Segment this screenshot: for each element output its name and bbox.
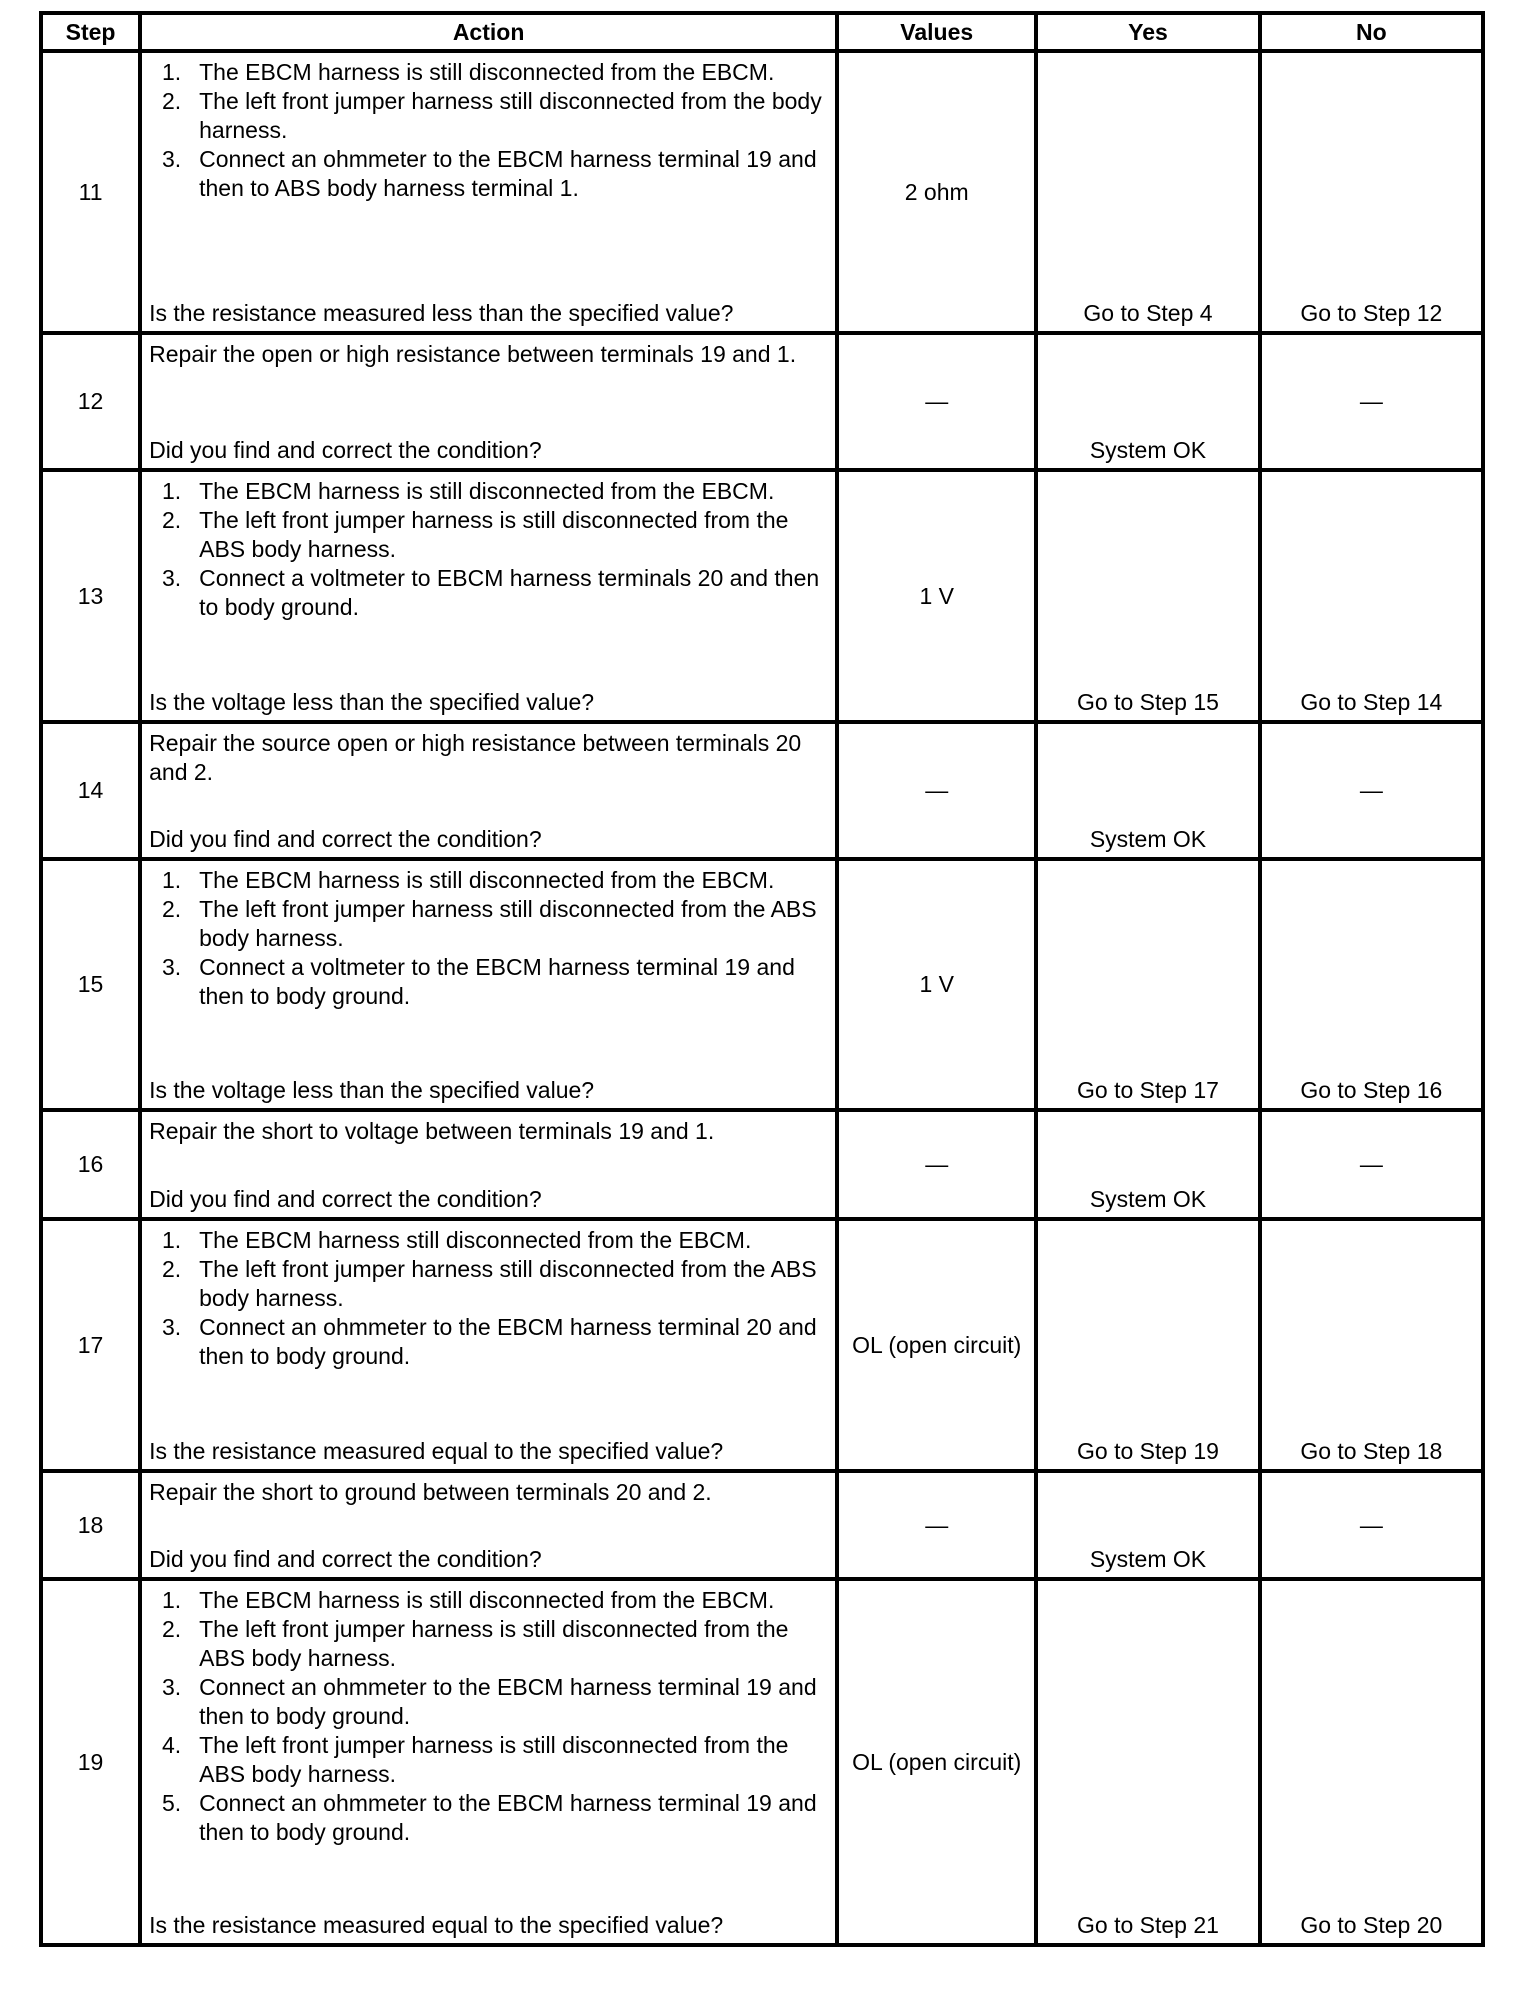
action-list xyxy=(149,58,827,203)
header-step: Step xyxy=(41,13,140,51)
action-cell xyxy=(140,1219,837,1471)
action-list xyxy=(149,477,827,622)
yes-cell: Go to Step 15 xyxy=(1036,470,1259,722)
step-number: 17 xyxy=(41,1219,140,1471)
action-text: Repair the open or high resistance between terminals 19 and 1. xyxy=(149,341,797,367)
value-cell: — xyxy=(837,722,1036,859)
value-cell: OL (open circuit) xyxy=(837,1579,1036,1945)
value-cell: — xyxy=(837,1110,1036,1219)
table-row xyxy=(41,470,1483,722)
list-item: 3 . Connect an ohmmeter to the EBCM harness terminal 20 and then to body ground. xyxy=(149,1313,827,1371)
value-cell: 1 V xyxy=(837,470,1036,722)
no-cell: Go to Step 16 xyxy=(1260,859,1483,1110)
action-cell xyxy=(140,51,837,333)
action-cell xyxy=(140,1471,837,1579)
list-item: 3 . Connect a voltmeter to EBCM harness terminals 20 and then to body ground. xyxy=(149,564,827,622)
list-item: 1 . The EBCM harness is still disconnected from the EBCM. xyxy=(149,866,827,895)
table-row xyxy=(41,1471,1483,1579)
action-question: Did you find and correct the condition? xyxy=(149,826,542,852)
list-item: 2 . The left front jumper harness still disconnected from the ABS body harness. xyxy=(149,1255,827,1313)
action-text: Repair the source open or high resistance between terminals 20 and 2. xyxy=(149,730,802,785)
list-item: 3 . Connect an ohmmeter to the EBCM harness terminal 19 and then to ABS body harness terminal 1. xyxy=(149,145,827,203)
table-row xyxy=(41,1579,1483,1945)
no-cell: — xyxy=(1260,1110,1483,1219)
action-cell xyxy=(140,333,837,470)
no-cell: — xyxy=(1260,333,1483,470)
no-cell: — xyxy=(1260,722,1483,859)
table-row xyxy=(41,722,1483,859)
step-number: 18 xyxy=(41,1471,140,1579)
action-cell xyxy=(140,470,837,722)
no-cell: Go to Step 12 xyxy=(1260,51,1483,333)
yes-cell: Go to Step 4 xyxy=(1036,51,1259,333)
list-item: 2 . The left front jumper harness still disconnected from the body harness. xyxy=(149,87,827,145)
value-cell: 1 V xyxy=(837,859,1036,1110)
yes-cell: Go to Step 19 xyxy=(1036,1219,1259,1471)
action-question: Did you find and correct the condition? xyxy=(149,437,542,463)
value-cell: — xyxy=(837,1471,1036,1579)
yes-cell: System OK xyxy=(1036,1110,1259,1219)
action-text: Repair the short to ground between terminals 20 and 2. xyxy=(149,1479,712,1505)
list-item: 1 . The EBCM harness still disconnected from the EBCM. xyxy=(149,1226,827,1255)
step-number: 15 xyxy=(41,859,140,1110)
yes-cell: System OK xyxy=(1036,1471,1259,1579)
action-question: Did you find and correct the condition? xyxy=(149,1186,542,1212)
action-question: Is the resistance measured equal to the specified value? xyxy=(149,1438,724,1464)
list-item: 4 . The left front jumper harness is still disconnected from the ABS body harness. xyxy=(149,1731,827,1789)
list-item: 1 . The EBCM harness is still disconnected from the EBCM. xyxy=(149,58,827,87)
step-number: 11 xyxy=(41,51,140,333)
no-cell: — xyxy=(1260,1471,1483,1579)
table-row xyxy=(41,1219,1483,1471)
header-values: Values xyxy=(837,13,1036,51)
diagnostic-table xyxy=(39,11,1485,1947)
header-no: No xyxy=(1260,13,1483,51)
action-cell xyxy=(140,722,837,859)
list-item: 1 . The EBCM harness is still disconnected from the EBCM. xyxy=(149,1586,827,1615)
header-yes: Yes xyxy=(1036,13,1259,51)
yes-cell: System OK xyxy=(1036,333,1259,470)
action-question: Is the voltage less than the specified value? xyxy=(149,689,595,715)
table-row xyxy=(41,1110,1483,1219)
action-text: Repair the short to voltage between terminals 19 and 1. xyxy=(149,1118,715,1144)
yes-cell: Go to Step 17 xyxy=(1036,859,1259,1110)
list-item: 1 . The EBCM harness is still disconnected from the EBCM. xyxy=(149,477,827,506)
list-item: 2 . The left front jumper harness still disconnected from the ABS body harness. xyxy=(149,895,827,953)
action-cell xyxy=(140,1579,837,1945)
no-cell: Go to Step 20 xyxy=(1260,1579,1483,1945)
header-action: Action xyxy=(140,13,837,51)
action-question: Did you find and correct the condition? xyxy=(149,1546,542,1572)
header-row xyxy=(41,13,1483,51)
step-number: 16 xyxy=(41,1110,140,1219)
action-list xyxy=(149,866,827,1011)
yes-cell: System OK xyxy=(1036,722,1259,859)
value-cell: 2 ohm xyxy=(837,51,1036,333)
table-row xyxy=(41,859,1483,1110)
action-question: Is the voltage less than the specified value? xyxy=(149,1077,595,1103)
list-item: 2 . The left front jumper harness is still disconnected from the ABS body harness. xyxy=(149,506,827,564)
no-cell: Go to Step 14 xyxy=(1260,470,1483,722)
value-cell: — xyxy=(837,333,1036,470)
table-row xyxy=(41,51,1483,333)
action-question: Is the resistance measured less than the specified value? xyxy=(149,300,734,326)
yes-cell: Go to Step 21 xyxy=(1036,1579,1259,1945)
value-cell: OL (open circuit) xyxy=(837,1219,1036,1471)
action-list xyxy=(149,1226,827,1371)
step-number: 13 xyxy=(41,470,140,722)
list-item: 3 . Connect a voltmeter to the EBCM harness terminal 19 and then to body ground. xyxy=(149,953,827,1011)
no-cell: Go to Step 18 xyxy=(1260,1219,1483,1471)
step-number: 14 xyxy=(41,722,140,859)
action-list xyxy=(149,1586,827,1847)
list-item: 2 . The left front jumper harness is still disconnected from the ABS body harness. xyxy=(149,1615,827,1673)
action-question: Is the resistance measured equal to the specified value? xyxy=(149,1912,724,1938)
table-row xyxy=(41,333,1483,470)
list-item: 3 . Connect an ohmmeter to the EBCM harness terminal 19 and then to body ground. xyxy=(149,1673,827,1731)
action-cell xyxy=(140,1110,837,1219)
step-number: 12 xyxy=(41,333,140,470)
list-item: 5 . Connect an ohmmeter to the EBCM harness terminal 19 and then to body ground. xyxy=(149,1789,827,1847)
step-number: 19 xyxy=(41,1579,140,1945)
action-cell xyxy=(140,859,837,1110)
